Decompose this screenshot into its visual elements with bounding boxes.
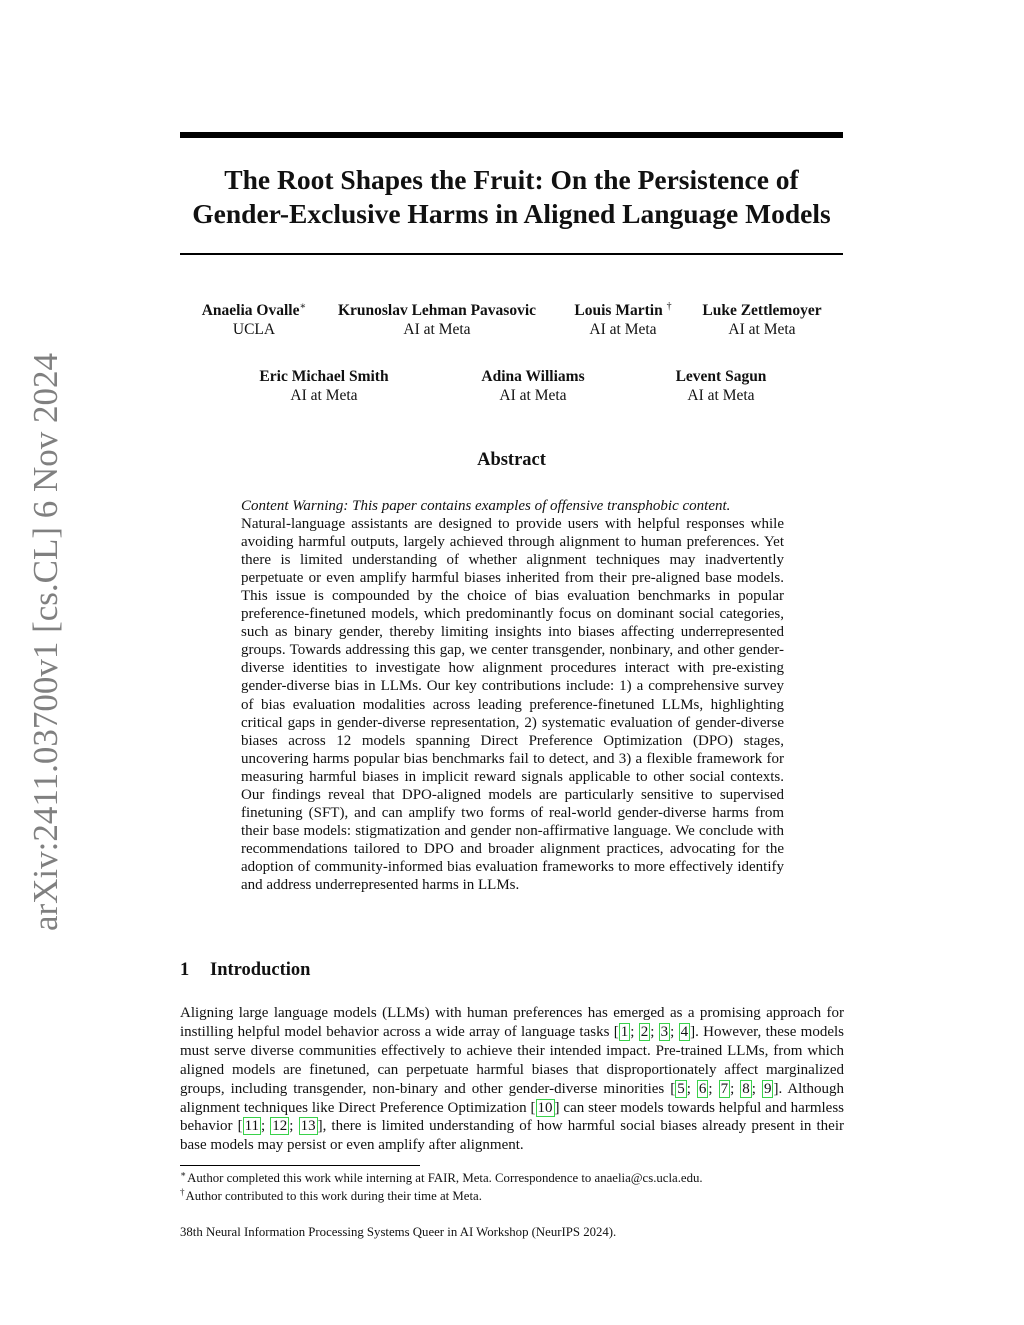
- intro-text: . Although alignment techniques like Direct Preference Optimization: [180, 1080, 845, 1116]
- intro-text: , there is limited understanding of how harmful social biases already present in their base models may persist or even amplify after alignment.: [180, 1118, 845, 1154]
- citation-link[interactable]: 5: [677, 1080, 685, 1097]
- footnote-mark: ∗: [180, 1168, 187, 1179]
- intro-text: Aligning large language models (LLMs) with human preferences has emerged as a promising approach for instilling helpful model behavior across a wide array of language tasks: [180, 1005, 844, 1040]
- abstract-heading: Abstract: [477, 450, 546, 470]
- footnote-rule: [180, 1165, 420, 1166]
- author-affiliation: AI at Meta: [290, 387, 358, 404]
- citation-link[interactable]: 2: [640, 1023, 649, 1040]
- citation-link[interactable]: 12: [272, 1118, 288, 1135]
- citation-link[interactable]: 9: [763, 1080, 772, 1097]
- author-name: Adina Williams: [481, 368, 585, 385]
- citation-link[interactable]: 7: [720, 1080, 729, 1097]
- author-block: [190, 301, 318, 339]
- citation-link[interactable]: 3: [660, 1023, 669, 1040]
- author-block: [666, 367, 776, 405]
- author-block: [250, 367, 398, 405]
- author-affiliation: AI at Meta: [728, 321, 796, 338]
- citation-link[interactable]: 6: [698, 1080, 707, 1097]
- footnote: [180, 1188, 482, 1204]
- footnote: [180, 1170, 703, 1186]
- author-block: [694, 301, 830, 339]
- section-heading-introduction: [180, 960, 310, 981]
- citation-link[interactable]: 11: [244, 1118, 260, 1135]
- title-line-2: Gender-Exclusive Harms in Aligned Language Models: [192, 198, 831, 229]
- footnote-mark: †: [180, 1186, 185, 1197]
- author-name: Eric Michael Smith: [259, 368, 389, 385]
- author-block: [470, 367, 596, 405]
- citation-link[interactable]: 4: [680, 1023, 689, 1040]
- intro-text: can steer models towards helpful and harmless behavior: [180, 1099, 844, 1135]
- title-bottom-rule: [180, 253, 843, 255]
- author-affiliation: AI at Meta: [499, 387, 567, 404]
- section-title: Introduction: [210, 960, 311, 980]
- author-block: [328, 301, 546, 339]
- citation-link[interactable]: 8: [742, 1080, 750, 1097]
- author-affiliation: UCLA: [232, 321, 276, 338]
- arxiv-identifier: arXiv:2411.03700v1 [cs.CL] 6 Nov 2024: [26, 352, 65, 932]
- citation-link[interactable]: 1: [620, 1023, 629, 1040]
- author-name: Krunoslav Lehman Pavasovic: [337, 302, 537, 319]
- paper-title: [180, 163, 843, 231]
- abstract-text: [241, 497, 784, 894]
- author-name: Luke Zettlemoyer: [702, 302, 822, 319]
- author-affiliation: AI at Meta: [687, 387, 755, 404]
- citation-link[interactable]: 10: [537, 1099, 553, 1116]
- introduction-paragraph: Aligning large language models (LLMs) with human preferences has emerged as a promising approach for instilling helpful model behavior across a wide array of language tasks [ 1 ; 2 ; 3 ; 4 ]. However, these models must serve diverse communities effectively to achieve their intended impact. Pre-trained LLMs, from which aligned models are finetuned, can perpetuate harmful biases that disproportionately affect marginalized groups, including transgender, non-binary and other gender-diverse minorities [ 5 ; 6 ; 7 ; 8 ; 9 ]. Although alignment techniques like Direct Preference Optimization [ 10 ] can steer models towards helpful and harmless behavior [ 11 ; 12 ; 13 ], there is limited understanding of how harmful social biases already present in their base models may persist or even amplify after alignment.: [180, 1005, 845, 1154]
- author-name: Levent Sagun: [675, 368, 767, 385]
- author-name: Louis Martin †: [574, 300, 672, 319]
- author-affiliation: AI at Meta: [403, 321, 471, 338]
- content-warning: Content Warning: This paper contains examples of offensive transphobic content.: [241, 498, 731, 514]
- author-block: [566, 301, 680, 339]
- title-line-1: The Root Shapes the Fruit: On the Persistence of: [224, 164, 799, 195]
- footnote-text: Author completed this work while interning at FAIR, Meta. Correspondence to anaelia@cs.ucla.edu.: [187, 1171, 703, 1185]
- abstract-body: Natural-language assistants are designed to provide users with helpful responses while avoiding harmful outputs, largely achieved through alignment to human preferences. Yet there is limited understanding of whether alignment techniques may inadvertently perpetuate or even amplify harmful biases inherited from their pre-aligned base models. This issue is compounded by the choice of bias evaluation benchmarks in popular preference-finetuned models, which predominantly focus on dominant social categories, such as binary gender, thereby limiting insights into biases affecting underrepresented groups. Towards addressing this gap, we center transgender, nonbinary, and other gender-diverse identities to investigate how alignment procedures interact with pre-existing gender-diverse bias in LLMs. Our key contributions include: 1) a comprehensive survey of bias evaluation modalities across leading preference-finetuned LLMs, highlighting critical gaps in gender-diverse representation, 2) systematic evaluation of gender-diverse biases across 12 models spanning Direct Preference Optimization (DPO) stages, uncovering harms popular bias benchmarks fail to detect, and 3) a flexible framework for measuring harmful biases in implicit reward signals applicable to other social contexts. Our findings reveal that DPO-aligned models are particularly sensitive to supervised finetuning (SFT), and can amplify two forms of real-world gender-diverse harms from their base models: stigmatization and gender non-affirmative language. We conclude with recommendations tailored to DPO and broader alignment practices, advocating for the adoption of community-informed bias evaluation frameworks to more effectively identify and address underrepresented harms in LLMs.: [241, 516, 784, 893]
- section-number: 1: [180, 960, 190, 980]
- citation-link[interactable]: 13: [300, 1118, 316, 1135]
- intro-text: . However, these models must serve diverse communities effectively to achieve their intended impact. Pre-trained LLMs, from which aligned models are finetuned, can perpetuate harmful biases that disproportionately affect marginalized groups, including transgender, non-binary and other gender-diverse minorities: [180, 1023, 845, 1097]
- footnote-text: Author contributed to this work during their time at Meta.: [185, 1189, 482, 1203]
- title-top-rule: [180, 132, 843, 138]
- author-name: Anaelia Ovalle∗: [201, 300, 307, 319]
- venue-note: 38th Neural Information Processing Systems Queer in AI Workshop (NeurIPS 2024).: [180, 1225, 617, 1239]
- author-affiliation: AI at Meta: [589, 321, 657, 338]
